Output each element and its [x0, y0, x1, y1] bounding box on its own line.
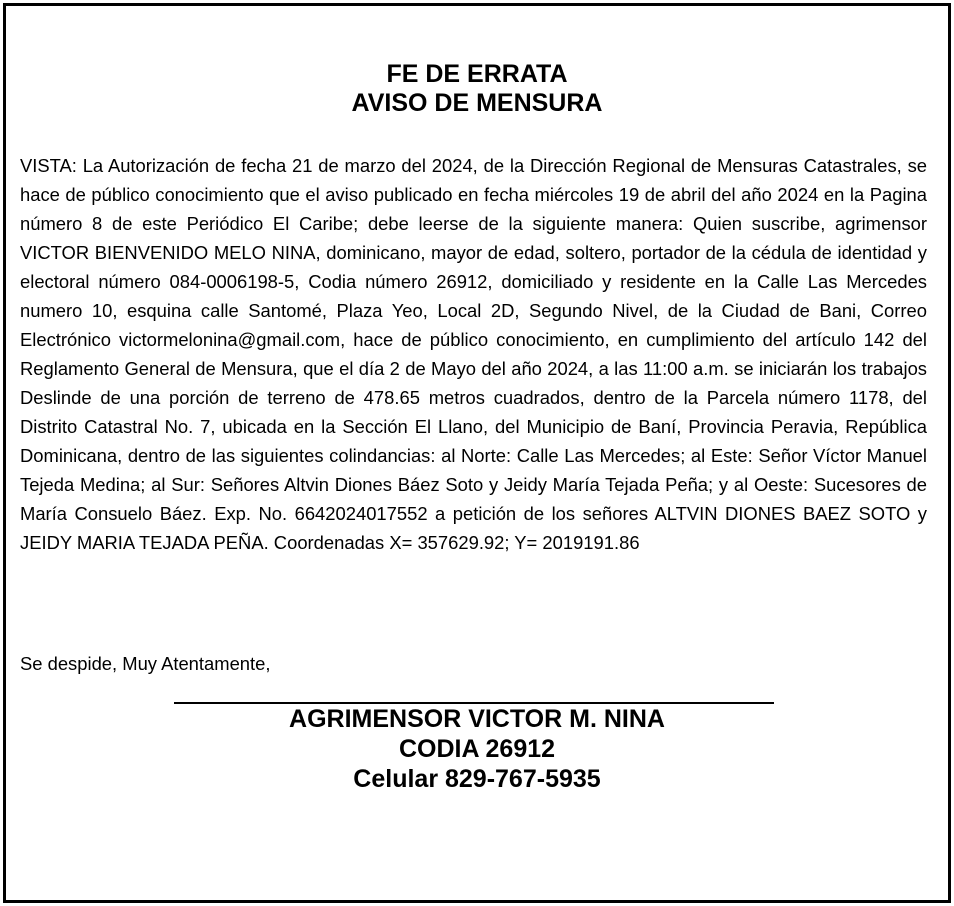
notice-title	[0, 60, 954, 118]
title-aviso-de-mensura: AVISO DE MENSURA	[351, 89, 603, 117]
notice-body: VISTA: La Autorización de fecha 21 de marzo del 2024, de la Dirección Regional de Mensuras Catastrales, se hace de público conocimiento que el aviso publicado en fecha miércoles 19 de abril del año 2024 en la Pagina número 8 de este Periódico El Caribe; debe leerse de la siguiente manera: Quien suscribe, agrimensor VICTOR BIENVENIDO MELO NINA, dominicano, mayor de edad, soltero, portador de la cédula de identidad y electoral número 084-0006198-5, Codia número 26912, domiciliado y residente en la Calle Las Mercedes numero 10, esquina calle Santomé, Plaza Yeo, Local 2D, Segundo Nivel, de la Ciudad de Bani, Correo Electrónico victormelonina@gmail.com, hace de público conocimiento, en cumplimiento del artículo 142 del Reglamento General de Mensura, que el día 2 de Mayo del año 2024, a las 11:00 a.m. se iniciarán los trabajos Deslinde de una porción de terreno de 478.65 metros cuadrados, dentro de la Parcela número 1178, del Distrito Catastral No. 7, ubicada en la Sección El Llano, del Municipio de Baní, Provincia Peravia, República Dominicana, dentro de las siguientes colindancias: al Norte: Calle Las Mercedes; al Este: Señor Víctor Manuel Tejeda Medina; al Sur: Señores Altvin Diones Báez Soto y Jeidy María Tejada Peña; y al Oeste: Sucesores de María Consuelo Báez. Exp. No. 6642024017552 a petición de los señores ALTVIN DIONES BAEZ SOTO y JEIDY MARIA TEJADA PEÑA. Coordenadas X= 357629.92; Y= 2019191.86	[20, 155, 927, 553]
signature-block	[0, 704, 954, 794]
title-fe-de-errata: FE DE ERRATA	[386, 60, 568, 88]
signer-name: AGRIMENSOR VICTOR M. NINA	[289, 705, 665, 733]
signer-codia: CODIA 26912	[398, 735, 556, 763]
closing-salutation: Se despide, Muy Atentamente,	[20, 653, 271, 674]
signer-phone: Celular 829-767-5935	[353, 765, 601, 793]
